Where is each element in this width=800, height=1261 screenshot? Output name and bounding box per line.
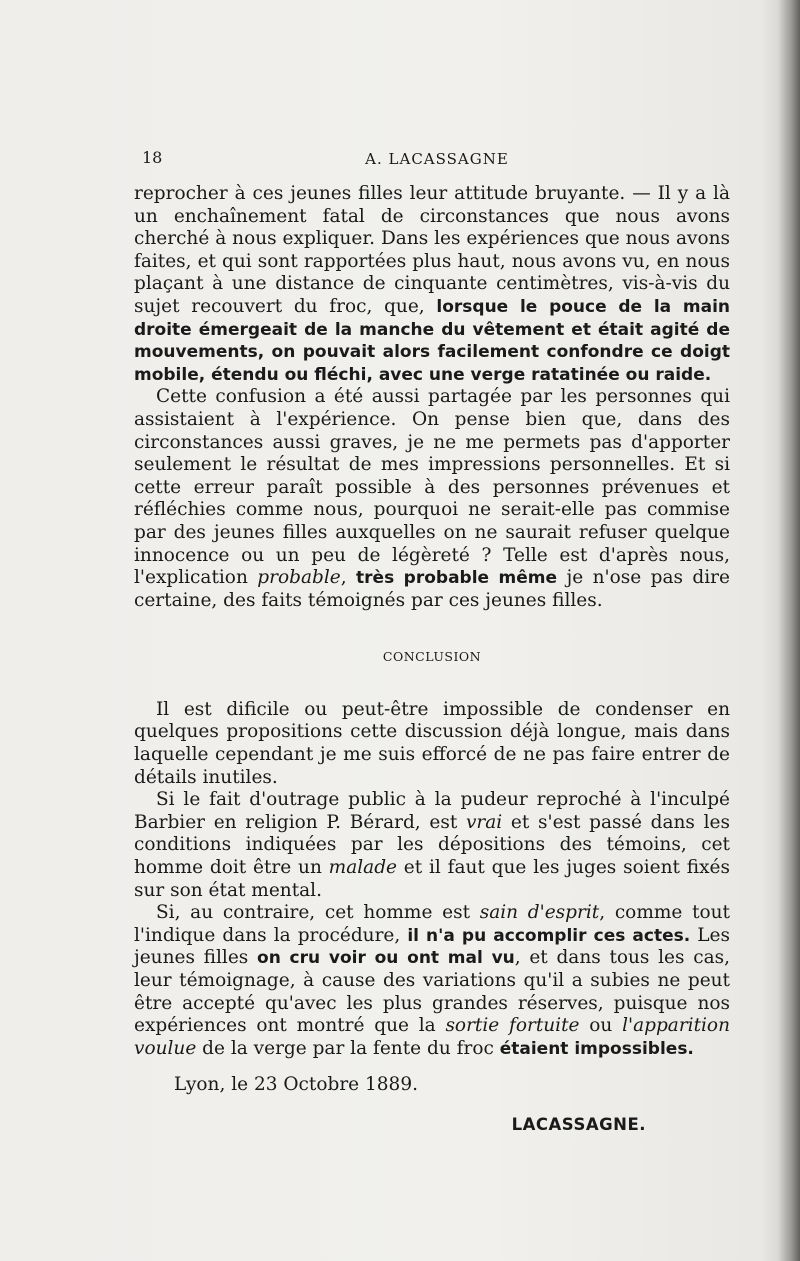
italic-run: probable [257, 567, 341, 589]
bold-run: on cru voir ou ont mal vu [257, 948, 515, 969]
text-run: , comme tout l'indique dans la procédure, [134, 902, 730, 946]
text-run: , [340, 567, 357, 589]
text-run: de la verge par la fente du froc [196, 1037, 500, 1059]
bold-run: lorsque le pouce de la main droite émergeait de la manche du vêtement et était agité de mouvements, on pouvait alors facilement confondre ce doigt mobile, étendu ou fléchi, avec une verge ratatinée ou raide. [134, 296, 730, 385]
italic-run: sortie fortuite [445, 1015, 580, 1037]
bold-run: il n'a pu accomplir ces actes. [407, 925, 691, 946]
text-run: Si le fait d'outrage public à la pudeur reproché à l'inculpé Barbier en religion P. Bérard, est [134, 789, 730, 833]
signature: LACASSAGNE. [511, 1114, 646, 1134]
text-run: Les jeunes filles [134, 924, 731, 969]
italic-run: sain d'esprit [479, 902, 600, 924]
bold-run: étaient impossibles. [499, 1038, 694, 1059]
text-run: Cette confusion a été aussi partagée par les personnes qui assistaient à l'expérience. On pense bien que, dans des circonstances aussi graves, je ne me permets pas d'apporter seulement le résultat de mes impressions personnelles. Et si cette erreur paraît possible à des personnes prévenues et réfléchies comme nous, pourquoi ne serait-elle pas commise par des jeunes filles auxquelles on ne saurait refuser quelque innocence ou un peu de légèreté ? Telle est d'après nous, l'explication [134, 386, 730, 589]
paragraph-4 [134, 789, 730, 902]
paragraph-5 [134, 902, 730, 1060]
section-title: CONCLUSION [382, 649, 482, 665]
italic-run: l'apparition voulue [134, 1015, 730, 1059]
italic-run: vrai [465, 811, 503, 833]
text-run: et s'est passé dans les conditions indiquées par les dépositions des témoins, cet homme doit être un [134, 811, 730, 879]
text-run: je n'ose pas dire certaine, des faits témoignés par ces jeunes filles. [134, 567, 730, 611]
italic-run: malade [328, 857, 397, 879]
paragraph-3 [134, 699, 730, 789]
dateline: Lyon, le 23 Octobre 1889. [174, 1074, 418, 1096]
paragraph-1 [134, 183, 730, 386]
paragraph-2 [134, 386, 730, 612]
page-header [142, 148, 732, 172]
page-body [134, 183, 730, 1137]
text-run: reprocher à ces jeunes filles leur attitude bruyante. — Il y a là un enchaînement fatal de circonstances que nous avons cherché à nous expliquer. Dans les expériences que nous avons faites, et qui sont rapportées plus haut, nous avons vu, en nous plaçant à une distance de cinquante centimètres, vis-à-vis du sujet recouvert du froc, que, [134, 183, 730, 317]
text-run: Si, au contraire, cet homme est [156, 902, 480, 924]
text-run: et il faut que les juges soient fixés sur son état mental. [134, 857, 730, 901]
page-number: 18 [142, 148, 163, 167]
text-run: ou [579, 1015, 623, 1037]
running-head: A. LACASSAGNE [365, 150, 509, 168]
text-run: , et dans tous les cas, leur témoignage, à cause des variations qu'il a subies ne peut être accepté qu'avec les plus grandes réserves, puisque nos expériences ont montré que la [134, 947, 730, 1037]
page-edge-shadow [778, 0, 800, 1261]
bold-run: très probable même [356, 568, 558, 589]
text-run: Il est dificile ou peut-être impossible de condenser en quelques propositions cette discussion déjà longue, mais dans laquelle cependant je me suis efforcé de ne pas faire entrer de détails inutiles. [134, 698, 730, 788]
